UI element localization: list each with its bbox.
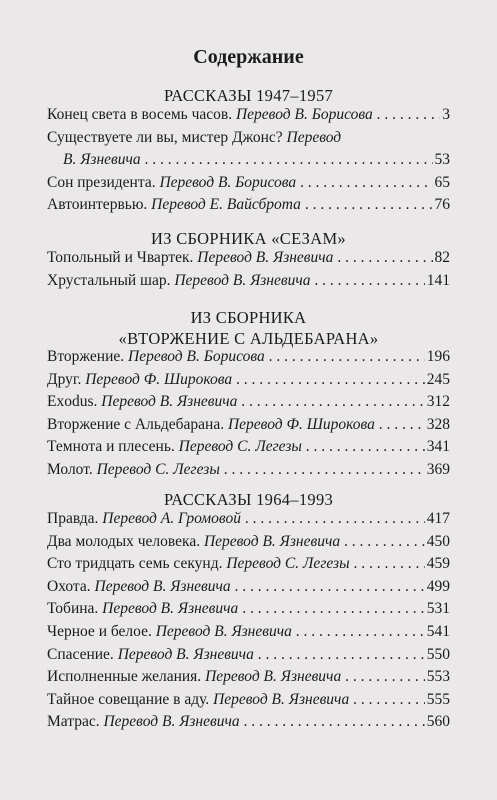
toc-entry[interactable] bbox=[47, 644, 450, 667]
entry-page: 560 bbox=[426, 713, 450, 731]
entry-page: 541 bbox=[426, 622, 450, 640]
entry-translator: Перевод В. Борисова bbox=[128, 348, 265, 365]
toc-entry[interactable] bbox=[47, 270, 450, 293]
toc-entry[interactable] bbox=[47, 711, 450, 734]
toc-entry[interactable] bbox=[47, 414, 450, 437]
section-title-sezam bbox=[0, 228, 497, 249]
section-title-stories-1964-1993 bbox=[0, 489, 497, 510]
entry-page: 499 bbox=[426, 577, 450, 595]
entry-translator: Перевод В. Язневича bbox=[197, 249, 334, 266]
entry-page: 328 bbox=[426, 415, 450, 433]
entry-translator: Перевод В. Язневича bbox=[213, 690, 350, 708]
entry-translator: Перевод В. Язневича bbox=[101, 393, 238, 411]
section-title-aldebaran bbox=[0, 307, 497, 349]
entry-translator: Перевод В. Язневича bbox=[94, 577, 231, 595]
entry-title: Исполненные желания. bbox=[47, 668, 202, 686]
entry-page: 550 bbox=[426, 645, 450, 663]
entry-translator: Перевод С. Легезы bbox=[178, 438, 302, 456]
entry-page: 245 bbox=[426, 370, 450, 388]
entry-title: Автоинтервью. bbox=[47, 196, 148, 214]
toc-entry[interactable] bbox=[47, 436, 450, 459]
toc-list-section-1 bbox=[47, 104, 450, 217]
entry-page: 141 bbox=[426, 271, 450, 289]
entry-translator: Перевод С. Легезы bbox=[226, 555, 350, 573]
section-title-line: РАССКАЗЫ 1964–1993 bbox=[163, 490, 334, 509]
toc-list-section-2 bbox=[47, 247, 450, 292]
section-title-line: ИЗ СБОРНИКА «СЕЗАМ» bbox=[151, 229, 346, 248]
toc-entry[interactable] bbox=[47, 247, 450, 270]
toc-entry[interactable] bbox=[47, 346, 450, 369]
entry-title: Спасение. bbox=[47, 645, 114, 663]
toc-entry[interactable] bbox=[47, 459, 450, 482]
entry-translator: Перевод В. Язневича bbox=[102, 600, 239, 618]
entry-title: Тобина. bbox=[47, 600, 99, 618]
entry-translator: Перевод В. Борисова bbox=[235, 106, 373, 123]
entry-title: Друг. bbox=[47, 370, 82, 388]
entry-title: Сон президента. bbox=[47, 173, 156, 191]
section-title-line: РАССКАЗЫ 1947–1957 bbox=[163, 86, 334, 105]
entry-translator: Перевод В. Язневича bbox=[117, 645, 254, 663]
entry-title: Вторжение с Альдебарана. bbox=[47, 415, 225, 433]
entry-translator: Перевод Ф. Широкова bbox=[227, 415, 375, 433]
entry-page: 53 bbox=[434, 151, 450, 169]
entry-page: 76 bbox=[434, 196, 450, 214]
section-title-line: ИЗ СБОРНИКА bbox=[190, 308, 307, 327]
toc-entry[interactable] bbox=[47, 104, 450, 127]
entry-translator: Перевод В. Язневича bbox=[205, 668, 342, 686]
section-title-line: «ВТОРЖЕНИЕ С АЛЬДЕБАРАНА» bbox=[118, 329, 379, 348]
toc-entry[interactable] bbox=[47, 621, 450, 644]
toc-list-section-3 bbox=[47, 346, 450, 482]
entry-title: Два молодых человека. bbox=[47, 532, 201, 550]
toc-list-section-4 bbox=[47, 508, 450, 734]
entry-translator: Перевод А. Громовой bbox=[102, 510, 241, 527]
toc-entry[interactable] bbox=[47, 689, 450, 712]
entry-page: 341 bbox=[426, 438, 450, 456]
entry-translator: Перевод bbox=[286, 128, 342, 146]
entry-title: Вторжение. bbox=[47, 348, 125, 365]
entry-title: Правда. bbox=[47, 510, 99, 527]
toc-entry[interactable] bbox=[47, 553, 450, 576]
entry-page: 82 bbox=[434, 249, 450, 266]
entry-translator: Перевод В. Язневича bbox=[103, 713, 240, 731]
entry-title: Молот. bbox=[47, 460, 93, 478]
entry-translator: Перевод С. Легезы bbox=[96, 460, 220, 478]
entry-page: 312 bbox=[426, 393, 450, 411]
entry-page: 3 bbox=[442, 106, 450, 123]
entry-title: Тайное совещание в аду. bbox=[47, 690, 210, 708]
entry-translator: Перевод В. Язневича bbox=[203, 532, 341, 550]
toc-entry-continuation[interactable] bbox=[47, 149, 450, 172]
entry-translator: Перевод В. Борисова bbox=[159, 173, 297, 191]
entry-page: 417 bbox=[426, 510, 450, 527]
entry-title: Конец света в восемь часов. bbox=[47, 106, 233, 123]
entry-page: 65 bbox=[434, 173, 450, 191]
entry-title: Существуете ли вы, мистер Джонс? bbox=[47, 128, 283, 146]
toc-entry[interactable] bbox=[47, 194, 450, 217]
toc-entry[interactable] bbox=[47, 391, 450, 414]
toc-entry[interactable] bbox=[47, 172, 450, 195]
entry-title: Охота. bbox=[47, 577, 91, 595]
entry-page: 369 bbox=[426, 460, 450, 478]
entry-title: Сто тридцать семь секунд. bbox=[47, 555, 223, 573]
entry-translator: Перевод Ф. Широкова bbox=[85, 370, 233, 388]
section-title-stories-1947-1957 bbox=[0, 85, 497, 106]
entry-translator: В. Язневича bbox=[63, 151, 141, 169]
toc-entry[interactable] bbox=[47, 369, 450, 392]
entry-title: Темнота и плесень. bbox=[47, 438, 175, 456]
page-title: Содержание bbox=[193, 46, 304, 68]
entry-page: 531 bbox=[426, 600, 450, 618]
entry-title: Черное и белое. bbox=[47, 622, 152, 640]
toc-entry-title-line[interactable] bbox=[47, 127, 450, 150]
entry-page: 553 bbox=[426, 668, 450, 686]
toc-entry[interactable] bbox=[47, 576, 450, 599]
entry-page: 196 bbox=[426, 348, 450, 365]
toc-entry[interactable] bbox=[47, 508, 450, 531]
entry-translator: Перевод В. Язневича bbox=[174, 271, 311, 289]
entry-translator: Перевод В. Язневича bbox=[155, 622, 292, 640]
entry-translator: Перевод Е. Вайсброта bbox=[151, 196, 301, 214]
entry-page: 450 bbox=[426, 532, 450, 550]
entry-page: 555 bbox=[426, 690, 450, 708]
toc-entry[interactable] bbox=[47, 531, 450, 554]
toc-entry[interactable] bbox=[47, 598, 450, 621]
entry-page: 459 bbox=[426, 555, 450, 573]
toc-entry[interactable] bbox=[47, 666, 450, 689]
entry-title: Топольный и Чвартек. bbox=[47, 249, 194, 266]
entry-title: Exodus. bbox=[47, 393, 98, 411]
entry-title: Хрустальный шар. bbox=[47, 271, 171, 289]
entry-title: Матрас. bbox=[47, 713, 100, 731]
